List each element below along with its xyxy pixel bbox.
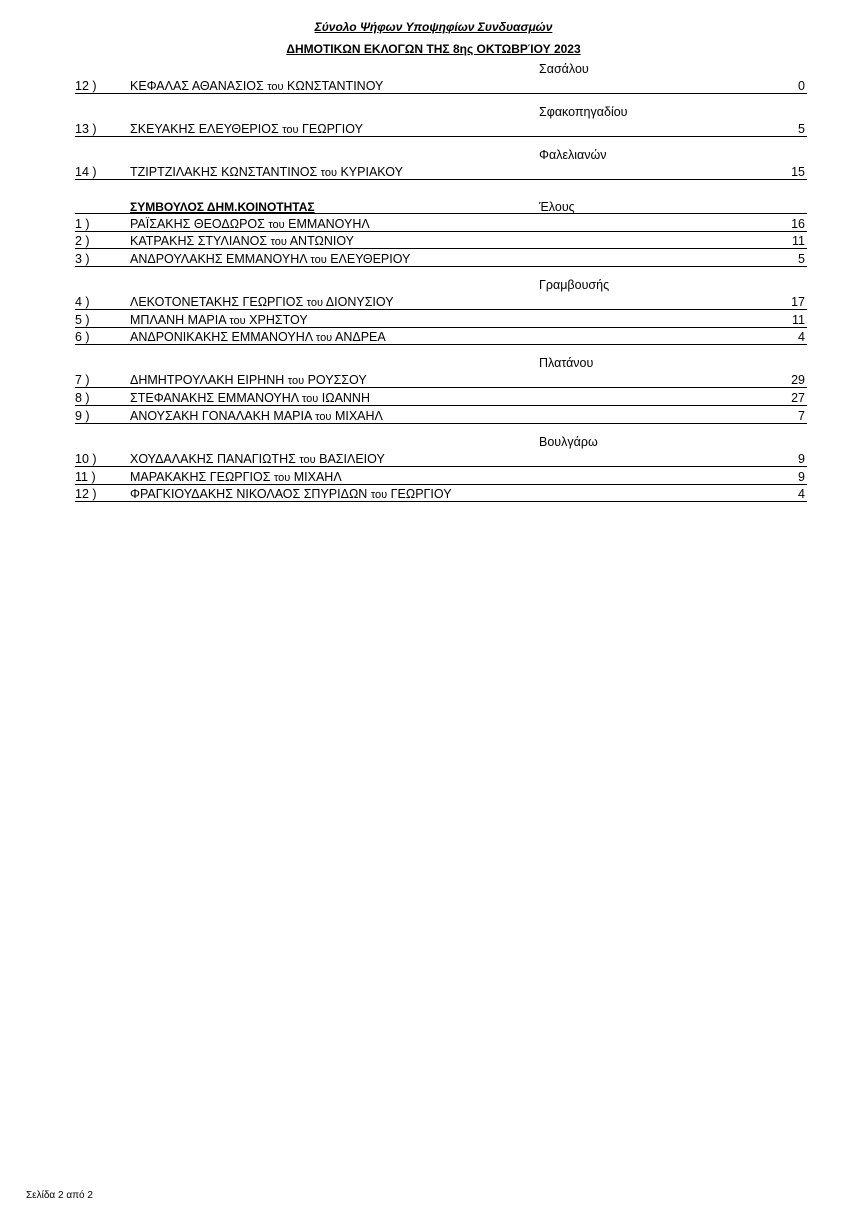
vote-count: 7 (798, 409, 805, 423)
candidate-surname: ΤΖΙΡΤΖΙΛΑΚΗΣ ΚΩΝΣΤΑΝΤΙΝΟΣ (130, 165, 318, 179)
vote-count: 9 (798, 470, 805, 484)
father-name: ΙΩΑΝΝΗ (321, 391, 370, 405)
father-name: ΚΥΡΙΑΚΟΥ (340, 165, 403, 179)
row-number: 11 ) (75, 470, 96, 484)
row-number: 1 ) (75, 217, 90, 231)
row-number: 12 ) (75, 79, 97, 93)
patronymic-connector: του (370, 489, 388, 501)
candidate-name (130, 330, 386, 344)
candidate-surname: ΑΝΔΡΟΝΙΚΑΚΗΣ ΕΜΜΑΝΟΥΗΛ (130, 330, 313, 344)
patronymic-connector: του (315, 411, 332, 423)
father-name: ΧΡΗΣΤΟΥ (249, 313, 308, 327)
locality-label: Γραμβουσής (539, 278, 610, 292)
candidate-name (130, 452, 385, 466)
candidate-surname: ΛΕΚΟΤΟΝΕΤΑΚΗΣ ΓΕΩΡΓΙΟΣ (130, 295, 304, 309)
locality-label: Πλατάνου (539, 356, 594, 370)
father-name: ΕΛΕΥΘΕΡΙΟΥ (330, 252, 411, 266)
candidate-name (130, 313, 308, 327)
table-row (75, 327, 807, 345)
father-name: ΑΝΤΩΝΙΟΥ (289, 234, 354, 248)
father-name: ΚΩΝΣΤΑΝΤΙΝΟΥ (287, 79, 384, 93)
document-title-text: Σύνολο Ψήφων Υποψηφίων Συνδυασμών (314, 20, 553, 34)
father-name: ΡΟΥΣΣΟΥ (307, 373, 367, 387)
locality-label: Φαλελιανών (539, 148, 607, 162)
row-number: 3 ) (75, 252, 90, 266)
table-row (75, 76, 807, 94)
patronymic-connector: του (268, 219, 285, 231)
row-number: 9 ) (75, 409, 90, 423)
vote-count: 27 (791, 391, 805, 405)
candidate-name (130, 487, 452, 501)
patronymic-connector: του (282, 124, 299, 136)
vote-count: 4 (798, 330, 805, 344)
document-subtitle-text: ΔΗΜΟΤΙΚΩΝ ΕΚΛΟΓΩΝ ΤΗΣ 8ης ΟΚΤΩΒΡΊΟΥ 2023 (286, 42, 581, 56)
table-row (75, 292, 807, 310)
row-number: 10 ) (75, 452, 97, 466)
candidate-surname: ΑΝΟΥΣΑΚΗ ΓΟΝΑΛΑΚΗ ΜΑΡΙΑ (130, 409, 312, 423)
candidate-surname: ΦΡΑΓΚΙΟΥΔΑΚΗΣ ΝΙΚΟΛΑΟΣ ΣΠΥΡΙΔΩΝ (130, 487, 368, 501)
vote-count: 17 (791, 295, 805, 309)
father-name: ΑΝΔΡΕΑ (335, 330, 386, 344)
table-row (75, 467, 807, 485)
row-number: 6 ) (75, 330, 90, 344)
table-row (75, 119, 807, 137)
section-divider (75, 196, 807, 214)
locality-label: Έλους (539, 200, 575, 214)
vote-count: 9 (798, 452, 805, 466)
candidate-name (130, 252, 410, 266)
patronymic-connector: του (306, 297, 323, 309)
row-number: 7 ) (75, 373, 90, 387)
vote-count: 0 (798, 79, 805, 93)
father-name: ΓΕΩΡΓΙΟΥ (302, 122, 363, 136)
vote-count: 11 (792, 234, 805, 248)
candidate-surname: ΜΠΛΑΝΗ ΜΑΡΙΑ (130, 313, 226, 327)
vote-count: 29 (791, 373, 805, 387)
candidate-name (130, 391, 370, 405)
page-number-footer: Σελίδα 2 από 2 (26, 1190, 93, 1201)
candidate-name (130, 470, 342, 484)
candidate-surname: ΜΑΡΑΚΑΚΗΣ ΓΕΩΡΓΙΟΣ (130, 470, 271, 484)
father-name: ΔΙΟΝΥΣΙΟΥ (325, 295, 394, 309)
document-title (0, 20, 867, 34)
candidate-name (130, 165, 403, 179)
locality-label: Σασάλου (539, 62, 589, 76)
table-row (75, 231, 807, 249)
patronymic-connector: του (315, 332, 333, 344)
vote-count: 5 (798, 122, 805, 136)
patronymic-connector: του (287, 375, 305, 387)
row-number: 5 ) (75, 313, 90, 327)
table-row (75, 388, 807, 406)
section-title: ΣΥΜΒΟΥΛΟΣ ΔΗΜ.ΚΟΙΝΟΤΗΤΑΣ (130, 200, 315, 214)
candidate-surname: ΡΑΪΣΑΚΗΣ ΘΕΟΔΩΡΟΣ (130, 217, 265, 231)
patronymic-connector: του (301, 393, 319, 405)
table-row (75, 249, 807, 267)
candidate-name (130, 122, 363, 136)
table-row (75, 214, 807, 232)
table-row (75, 310, 807, 328)
row-number: 4 ) (75, 295, 90, 309)
candidate-name (130, 217, 370, 231)
table-row (75, 162, 807, 180)
candidate-surname: ΧΟΥΔΑΛΑΚΗΣ ΠΑΝΑΓΙΩΤΗΣ (130, 452, 296, 466)
vote-count: 4 (798, 487, 805, 501)
locality-label: Σφακοπηγαδίου (539, 105, 628, 119)
document-subtitle (0, 42, 867, 56)
father-name: ΜΙΧΑΗΛ (293, 470, 342, 484)
father-name: ΓΕΩΡΓΙΟΥ (390, 487, 452, 501)
candidate-surname: ΣΤΕΦΑΝΑΚΗΣ ΕΜΜΑΝΟΥΗΛ (130, 391, 299, 405)
candidate-name (130, 409, 383, 423)
vote-count: 11 (792, 313, 805, 327)
vote-count: 5 (798, 252, 805, 266)
table-row (75, 406, 807, 424)
row-number: 13 ) (75, 122, 97, 136)
row-number: 14 ) (75, 165, 97, 179)
table-row (75, 484, 807, 502)
patronymic-connector: του (299, 454, 316, 466)
patronymic-connector: του (273, 472, 291, 484)
candidate-name (130, 295, 394, 309)
father-name: ΜΙΧΑΗΛ (334, 409, 383, 423)
candidate-surname: ΚΑΤΡΑΚΗΣ ΣΤΥΛΙΑΝΟΣ (130, 234, 268, 248)
patronymic-connector: του (267, 81, 284, 93)
candidate-surname: ΔΗΜΗΤΡΟΥΛΑΚΗ ΕΙΡΗΝΗ (130, 373, 285, 387)
patronymic-connector: του (229, 315, 246, 327)
candidate-surname: ΚΕΦΑΛΑΣ ΑΘΑΝΑΣΙΟΣ (130, 79, 264, 93)
patronymic-connector: του (310, 254, 327, 266)
table-row (75, 370, 807, 388)
locality-label: Βουλγάρω (539, 435, 598, 449)
father-name: ΒΑΣΙΛΕΙΟΥ (319, 452, 385, 466)
row-number: 8 ) (75, 391, 90, 405)
row-number: 2 ) (75, 234, 90, 248)
patronymic-connector: του (270, 236, 287, 248)
vote-count: 16 (791, 217, 805, 231)
candidate-name (130, 79, 383, 93)
candidate-name (130, 373, 367, 387)
candidate-surname: ΣΚΕΥΑΚΗΣ ΕΛΕΥΘΕΡΙΟΣ (130, 122, 279, 136)
vote-count: 15 (791, 165, 805, 179)
patronymic-connector: του (320, 167, 337, 179)
row-number: 12 ) (75, 487, 97, 501)
candidate-name (130, 234, 354, 248)
candidate-surname: ΑΝΔΡΟΥΛΑΚΗΣ ΕΜΜΑΝΟΥΗΛ (130, 252, 307, 266)
table-row (75, 449, 807, 467)
father-name: ΕΜΜΑΝΟΥΗΛ (288, 217, 370, 231)
